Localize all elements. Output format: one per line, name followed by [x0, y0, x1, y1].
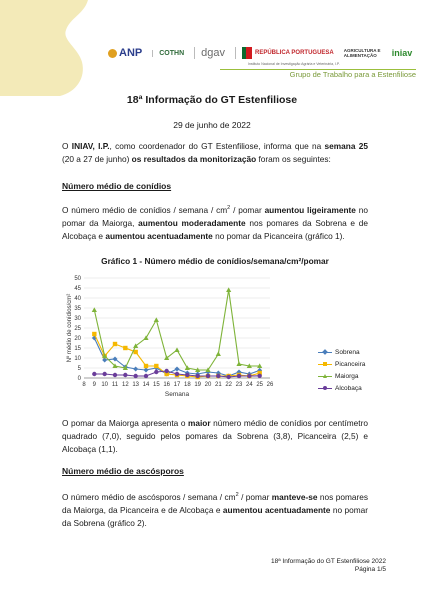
conidios-paragraph: O número médio de conídios / semana / $cm^2$ / pomar aumentou ligeiramente no pomar da Maiorga, aumentou moderadamente nos pomares da Sobrena e de Alcobaça e aumentou acentuadamente no pomar da Picanceira (gráfico 1). [62, 204, 368, 241]
y-tick-label: 5 [77, 366, 81, 372]
intro-paragraph: O INIAV, I.P., como coordenador do GT Estenfiliose, informa que na semana 25 (20 a 27 de junho) os resultados da monitorização foram os seguintes: [62, 141, 368, 164]
data-point [236, 361, 241, 366]
footer-page-number: Página 1/5 [354, 566, 386, 573]
y-tick-label: 45 [74, 286, 81, 292]
legend-swatch-icon [318, 348, 332, 356]
ascosporos-paragraph: O número médio de ascósporos / semana / $cm^2$ / pomar manteve-se nos pomares da Maiorga, da Picanceira e de Alcobaça e aumentou acentuadamente no pomar da Sobrena (gráfico 2). [62, 491, 368, 528]
republica-portuguesa-logo: REPÚBLICA PORTUGUESA [235, 47, 334, 59]
data-point [133, 374, 137, 378]
data-point [216, 351, 221, 356]
chart-title: Gráfico 1 - Número médio de conídios/semana/cm²/pomar [101, 256, 329, 266]
y-tick-label: 50 [74, 276, 81, 282]
data-point [175, 367, 180, 372]
legend-marker [323, 386, 327, 390]
legend-marker [322, 349, 328, 355]
data-point [175, 372, 179, 376]
data-point [154, 364, 158, 368]
data-point [206, 374, 210, 378]
section-heading-conidios: Número médio de conídios [62, 181, 172, 191]
y-tick-label: 30 [74, 316, 81, 322]
y-tick-label: 15 [74, 346, 81, 352]
data-point [164, 369, 168, 373]
y-tick-label: 40 [74, 296, 81, 302]
legend-label: Maiorga [335, 372, 359, 380]
maiorga-paragraph: O pomar da Maiorga apresenta o maior número médio de conídios por centímetro quadrado (7,0), seguido pelos pomares da Sobrena (3,8), Picanceira (2,5) e Alcobaça (1,1). [62, 418, 368, 454]
data-point [92, 372, 96, 376]
legend-swatch-icon [318, 384, 332, 392]
cothn-logo: COTHN [152, 50, 184, 57]
legend-label: Picanceira [335, 360, 366, 368]
x-tick-label: 23 [235, 382, 243, 388]
data-point [237, 374, 241, 378]
x-tick-label: 26 [266, 382, 274, 388]
data-point [257, 374, 261, 378]
x-tick-label: 21 [214, 382, 222, 388]
iniav-logo: iniav [391, 48, 413, 58]
data-point [102, 372, 106, 376]
section-heading-ascosporos: Número médio de ascósporos [62, 466, 184, 476]
x-tick-label: 16 [163, 382, 171, 388]
legend-item [318, 382, 365, 394]
legend-item [318, 358, 365, 370]
data-point [226, 375, 230, 379]
legend-label: Sobrena [335, 348, 360, 356]
x-tick-label: 17 [173, 382, 181, 388]
flag-icon [242, 47, 252, 59]
footer-doc-title: 18ª Informação do GT Estenfiliose 2022 [270, 558, 386, 565]
agricultura-logo: AGRICULTURA E ALIMENTAÇÃO [343, 48, 381, 58]
banner-subtitle: Grupo de Trabalho para a Estenfiliose [289, 70, 416, 79]
y-tick-label: 10 [74, 356, 81, 362]
data-point [113, 373, 117, 377]
x-tick-label: 19 [194, 382, 202, 388]
legend-swatch-icon [318, 372, 332, 380]
x-tick-label: 25 [256, 382, 264, 388]
data-point [113, 342, 117, 346]
x-tick-label: 14 [142, 382, 150, 388]
data-point [216, 374, 220, 378]
x-tick-label: 22 [225, 382, 233, 388]
data-point [144, 374, 148, 378]
x-tick-label: 15 [152, 382, 160, 388]
dgav-logo: dgav [194, 47, 225, 59]
x-tick-label: 9 [92, 382, 97, 388]
data-point [123, 373, 127, 377]
data-point [144, 364, 148, 368]
x-tick-label: 20 [204, 382, 212, 388]
y-tick-label: 25 [74, 326, 81, 332]
data-point [247, 374, 251, 378]
x-axis-label: Semana [164, 391, 190, 398]
chart-legend [318, 346, 365, 394]
anp-mark-icon [108, 49, 117, 58]
legend-marker [323, 362, 327, 366]
x-tick-label: 13 [132, 382, 140, 388]
x-tick-label: 11 [111, 382, 119, 388]
chart-conidios [62, 256, 368, 404]
legend-item [318, 346, 365, 358]
x-tick-label: 8 [82, 382, 86, 388]
document-title: 18ª Informação do GT Estenfiliose [126, 94, 298, 106]
page-footer [271, 558, 386, 574]
x-tick-label: 24 [245, 382, 253, 388]
legend-marker [323, 374, 327, 378]
data-point [185, 373, 189, 377]
legend-swatch-icon [318, 360, 332, 368]
legend-label: Alcobaça [335, 384, 362, 392]
y-axis-label: Nº médio de conídios/cm² [67, 293, 73, 363]
x-tick-label: 10 [101, 382, 109, 388]
y-tick-label: 0 [77, 376, 81, 382]
legend-item [318, 370, 365, 382]
banner-institute-text: Instituto Nacional de Investigação Agrária e Veterinária, I.P. [248, 62, 340, 66]
x-tick-label: 12 [121, 382, 129, 388]
data-point [133, 367, 138, 372]
anp-logo: ANP [108, 47, 142, 59]
data-point [123, 346, 127, 350]
y-tick-label: 35 [74, 306, 81, 312]
data-point [154, 370, 158, 374]
document-date: 29 de junho de 2022 [173, 120, 251, 130]
x-tick-label: 18 [183, 382, 191, 388]
data-point [195, 374, 199, 378]
y-tick-label: 20 [74, 336, 81, 342]
data-point [92, 332, 96, 336]
